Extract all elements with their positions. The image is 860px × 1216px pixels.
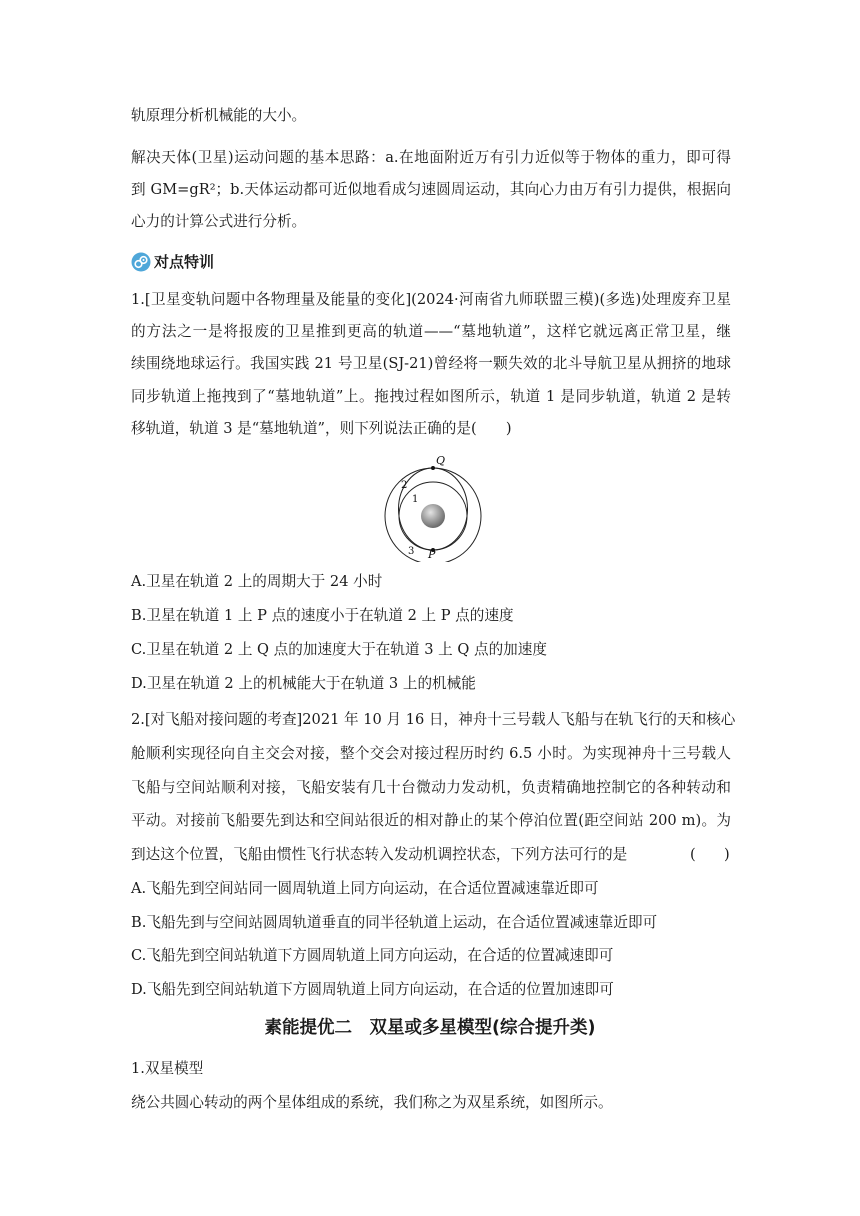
- question-stem-line: 同步轨道上拖拽到了“墓地轨道”上。拖拽过程如图所示，轨道 1 是同步轨道，轨道 2 是转: [131, 388, 731, 405]
- question-stem-line: 的方法之一是将报废的卫星推到更高的轨道——“墓地轨道”，这样它就远离正常卫星，继: [131, 323, 731, 340]
- section-title: 素能提优二 双星或多星模型(综合提升类): [264, 1018, 596, 1038]
- answer-paren-close: ): [724, 846, 730, 863]
- label-orbit-3: 3: [408, 546, 415, 557]
- option-d: D.卫星在轨道 2 上的机械能大于在轨道 3 上的机械能: [131, 675, 476, 692]
- question-stem-line: 舱顺利实现径向自主交会对接，整个交会对接过程历时约 6.5 小时。为实现神舟十三号载人: [131, 745, 731, 762]
- earth: [421, 504, 445, 528]
- intro-line-text: 到 GM=gR²；b.天体运动都可近似地看成匀速圆周运动，其向心力由万有引力提供，根据向: [131, 181, 731, 198]
- intro-line: [131, 180, 731, 200]
- question-stem-line: 飞船与空间站顺利对接，飞船安装有几十台微动力发动机，负责精确地控制它的各种转动和: [131, 779, 731, 796]
- question-stem-line: 续围绕地球运行。我国实践 21 号卫星(SJ-21)曾经将一颗失效的北斗导航卫星从拥挤的地球: [131, 355, 731, 372]
- intro-line: 解决天体(卫星)运动问题的基本思路：a.在地面附近万有引力近似等于物体的重力，即可得: [131, 149, 731, 166]
- question-stem-line: 1.[卫星变轨问题中各物理量及能量的变化](2024·河南省九师联盟三模)(多选)处理废弃卫星: [131, 291, 731, 308]
- option-c: C.飞船先到空间站轨道下方圆周轨道上同方向运动，在合适的位置减速即可: [131, 947, 614, 964]
- orbit-diagram: [383, 450, 483, 562]
- intro-line: 心力的计算公式进行分析。: [131, 213, 307, 230]
- option-a: A.飞船先到空间站同一圆周轨道上同方向运动，在合适位置减速靠近即可: [131, 880, 599, 897]
- question-stem-line: 平动。对接前飞船要先到达和空间站很近的相对静止的某个停泊位置(距空间站 200 m)。为: [131, 812, 731, 829]
- answer-paren-open: (: [690, 846, 696, 863]
- sub-heading: 1.双星模型: [131, 1060, 204, 1077]
- section-body: 绕公共圆心转动的两个星体组成的系统，我们称之为双星系统，如图所示。: [131, 1094, 613, 1111]
- point-q: [431, 466, 435, 470]
- option-d: D.飞船先到空间站轨道下方圆周轨道上同方向运动，在合适的位置加速即可: [131, 981, 614, 998]
- practice-heading: [131, 250, 214, 274]
- practice-heading-title: 对点特训: [154, 253, 215, 271]
- label-orbit-2: 2: [401, 480, 408, 491]
- intro-line: 轨原理分析机械能的大小。: [131, 107, 307, 124]
- option-a: A.卫星在轨道 2 上的周期大于 24 小时: [131, 573, 383, 590]
- question-stem-line: 2.[对飞船对接问题的考查]2021 年 10 月 16 日，神舟十三号载人飞船与在轨飞行的天和核心: [131, 711, 736, 728]
- option-c: C.卫星在轨道 2 上 Q 点的加速度大于在轨道 3 上 Q 点的加速度: [131, 641, 547, 658]
- question-stem-line: 移轨道，轨道 3 是“墓地轨道”，则下列说法正确的是( ): [131, 420, 512, 437]
- practice-badge-icon: [131, 252, 151, 272]
- option-b: B.卫星在轨道 1 上 P 点的速度小于在轨道 2 上 P 点的速度: [131, 607, 514, 624]
- label-p: P: [428, 548, 436, 561]
- option-b: B.飞船先到与空间站圆周轨道垂直的同半径轨道上运动，在合适位置减速靠近即可: [131, 914, 658, 931]
- question-stem-line: 到达这个位置，飞船由惯性飞行状态转入发动机调控状态，下列方法可行的是: [131, 846, 628, 863]
- label-q: Q: [436, 454, 446, 467]
- label-orbit-1: 1: [412, 494, 419, 505]
